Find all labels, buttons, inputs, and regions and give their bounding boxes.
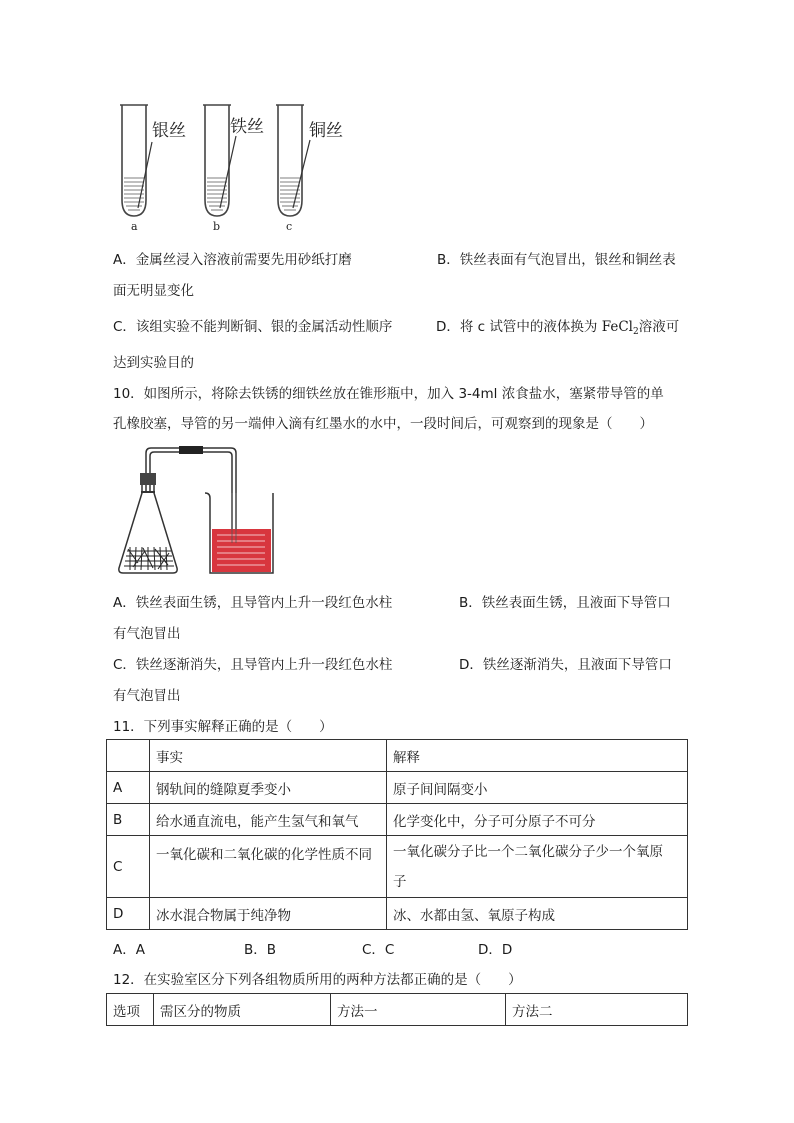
beaker bbox=[205, 493, 273, 573]
q10-option-d-line1: D．铁丝逐渐消失，且液面下导管口 bbox=[459, 657, 672, 673]
header-cell-method-two: 方法二 bbox=[506, 994, 688, 1026]
table-row bbox=[107, 772, 688, 804]
row-key: D bbox=[107, 898, 150, 930]
q10-stem-line1: 10．如图所示，将除去铁锈的细铁丝放在锥形瓶中，加入 3-4ml 浓食盐水，塞紧带导管的单 bbox=[113, 386, 664, 402]
label-iron-wire: 铁丝 bbox=[230, 117, 264, 137]
table-row bbox=[107, 804, 688, 836]
tube-letter-b: b bbox=[213, 220, 221, 233]
row-explanation: 冰、水都由氢、氧原子构成 bbox=[387, 898, 688, 930]
header-cell-explanation: 解释 bbox=[387, 740, 688, 772]
row-explanation-line1: 一氧化碳分子比一个二氧化碳分子少一个氧原 bbox=[393, 843, 663, 860]
q11-option-c: C．C bbox=[362, 942, 395, 958]
q10-option-d-line2: 有气泡冒出 bbox=[113, 688, 181, 704]
tube-letter-a: a bbox=[131, 220, 138, 233]
header-cell-blank bbox=[107, 740, 150, 772]
table-header-row bbox=[107, 994, 688, 1026]
label-silver-wire: 银丝 bbox=[152, 121, 186, 141]
test-tube-c bbox=[276, 105, 310, 216]
row-explanation-line2: 子 bbox=[393, 873, 407, 890]
conical-flask bbox=[119, 473, 177, 573]
q9-option-d-line1 bbox=[436, 315, 679, 337]
q12-table bbox=[106, 993, 688, 1026]
table-header-row bbox=[107, 740, 688, 772]
q11-stem: 11．下列事实解释正确的是（ ） bbox=[113, 719, 333, 735]
q10-option-b-line2: 有气泡冒出 bbox=[113, 626, 181, 642]
row-fact: 一氧化碳和二氧化碳的化学性质不同 bbox=[150, 836, 387, 898]
header-cell-option: 选项 bbox=[107, 994, 154, 1026]
q9-option-d-line2: 达到实验目的 bbox=[113, 355, 194, 371]
header-cell-fact: 事实 bbox=[150, 740, 387, 772]
row-fact: 给水通直流电，能产生氢气和氧气 bbox=[150, 804, 387, 836]
q10-option-a: A．铁丝表面生锈，且导管内上升一段红色水柱 bbox=[113, 595, 393, 611]
row-key: A bbox=[107, 772, 150, 804]
row-explanation bbox=[387, 836, 688, 898]
row-explanation: 原子间间隔变小 bbox=[387, 772, 688, 804]
row-fact: 冰水混合物属于纯净物 bbox=[150, 898, 387, 930]
q9-option-d-tail: 溶液可 bbox=[638, 319, 680, 335]
q11-option-a: A．A bbox=[113, 942, 145, 958]
q10-option-b-line1: B．铁丝表面生锈，且液面下导管口 bbox=[459, 595, 671, 611]
q9-option-c: C．该组实验不能判断铜、银的金属活动性顺序 bbox=[113, 319, 393, 335]
row-fact: 钢轨间的缝隙夏季变小 bbox=[150, 772, 387, 804]
table-row bbox=[107, 836, 688, 898]
delivery-tube bbox=[146, 446, 236, 543]
q11-table bbox=[106, 739, 688, 930]
tube-letter-c: c bbox=[286, 220, 293, 233]
q9-option-b-line1: B．铁丝表面有气泡冒出，银丝和铜丝表 bbox=[437, 252, 676, 268]
header-cell-method-one: 方法一 bbox=[331, 994, 506, 1026]
q9-option-b-line2: 面无明显变化 bbox=[113, 283, 194, 299]
row-key: B bbox=[107, 804, 150, 836]
label-copper-wire: 铜丝 bbox=[309, 121, 343, 141]
q9-option-a: A．金属丝浸入溶液前需要先用砂纸打磨 bbox=[113, 252, 352, 268]
q11-option-d: D．D bbox=[478, 942, 513, 958]
test-tubes-figure bbox=[112, 100, 372, 235]
fecl2-formula: FeCl$_2$ bbox=[601, 319, 639, 337]
row-key: C bbox=[107, 836, 150, 898]
row-explanation: 化学变化中，分子可分原子不可分 bbox=[387, 804, 688, 836]
q9-option-d-text: D．将 c 试管中的液体换为 bbox=[436, 319, 598, 335]
q10-option-c: C．铁丝逐渐消失，且导管内上升一段红色水柱 bbox=[113, 657, 393, 673]
table-row bbox=[107, 898, 688, 930]
q12-stem: 12．在实验室区分下列各组物质所用的两种方法都正确的是（ ） bbox=[113, 972, 522, 988]
test-tube-a bbox=[120, 105, 152, 216]
q11-option-b: B．B bbox=[244, 942, 277, 958]
flask-beaker-figure bbox=[113, 443, 283, 578]
header-cell-substances: 需区分的物质 bbox=[154, 994, 331, 1026]
q10-stem-line2: 孔橡胶塞，导管的另一端伸入滴有红墨水的水中，一段时间后，可观察到的现象是（ ） bbox=[113, 416, 653, 432]
